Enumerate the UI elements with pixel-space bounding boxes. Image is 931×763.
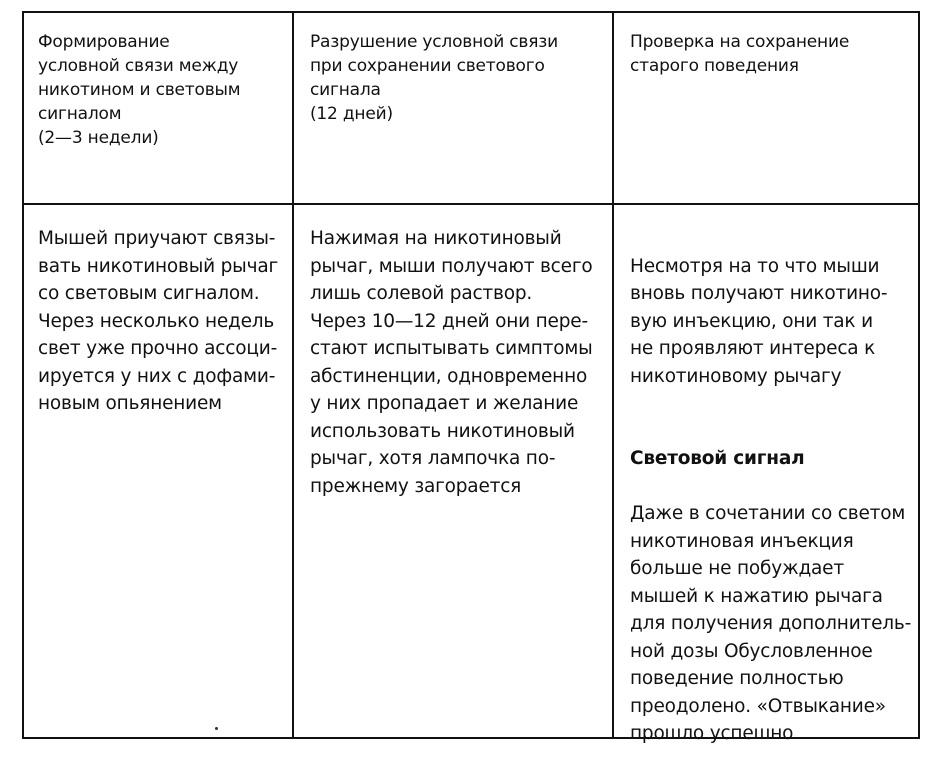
cell-extinction-description: Нажимая на никотиновый рычаг, мыши получают всего лишь солевой раствор. Через 10—12 дней они пере- стают испытывать симптомы абстиненции, одновременно у них пропадает и желание использовать никотиновый рычаг, хотя лампочка по- прежнему загорается [310, 228, 593, 497]
header-extinction: Разрушение условной связи при сохранении светового сигнала (12 дней) [310, 32, 558, 124]
cell-formation-description: Мышей приучают связы- вать никотиновый рычаг со световым сигналом. Через несколько недель свет уже прочно ассоци- ируется у них с дофами- новым опьянением [38, 228, 278, 414]
header-divider [24, 203, 918, 205]
column-divider-1 [292, 13, 294, 737]
header-formation: Формирование условной связи между никотином и световым сигналом (2—3 недели) [38, 32, 241, 148]
column-divider-2 [612, 13, 614, 737]
cell-behavior-check-description [630, 225, 920, 748]
light-signal-detail: Даже в сочетании со светом никотиновая инъекция больше не побуждает мышей к нажатию рычага для получения дополнитель- ной дозы Обусловленное поведение полностью преодолено. «Отвыкание» прошло успешно [630, 503, 912, 744]
paragraph-gap [630, 390, 920, 418]
light-signal-subtitle: Световой сигнал [630, 448, 805, 469]
behavior-check-intro: Несмотря на то что мыши вновь получают никотино- вую инъекцию, они так и не проявляют интереса к никотиновому рычагу [630, 255, 888, 387]
print-speck [215, 727, 218, 730]
header-behavior-check: Проверка на сохранение старого поведения [630, 32, 850, 76]
